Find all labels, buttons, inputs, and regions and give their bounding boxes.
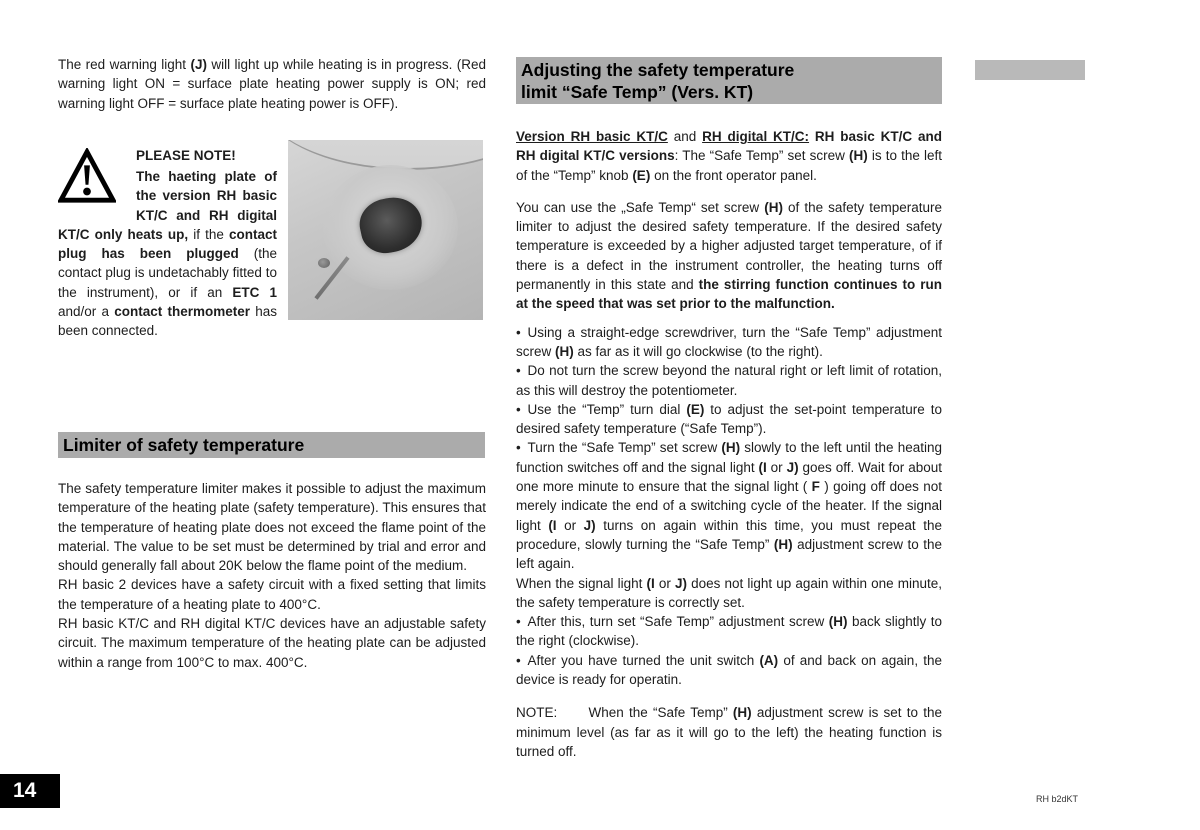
section-header-limiter (58, 432, 485, 458)
bullet-item-3: • Use the “Temp” turn dial (E) to adjust the set-point temperature to desired safety temperature (“Safe Temp”). (516, 401, 942, 437)
intro-paragraph: The red warning light (J) will light up while heating is in progress. (Red warning light ON = surface plate heating power supply is ON; red warning light OFF = surface plate heating power is OFF). (58, 57, 486, 111)
section-header-adjusting (516, 57, 942, 104)
bullet-continuation: When the signal light (I or J) does not light up again within one minute, the safety temperature is correctly set. (516, 575, 942, 610)
limiter-paragraph-3: RH basic KT/C and RH digital KT/C devices have an adjustable safety circuit. The maximum temperature of the heating plate can be adjusted within a range from 100°C to max. 400°C. (58, 616, 486, 670)
version-paragraph: Version RH basic KT/C and RH digital KT/C: RH basic KT/C and RH digital KT/C versions: The “Safe Temp” set screw (H) is to the left of the “Temp” knob (E) on the front operator panel. (516, 129, 942, 183)
photo-screw-detail (318, 258, 330, 268)
adjusting-section-body (516, 127, 942, 761)
bullet-item-4: • Turn the “Safe Temp” set screw (H) slowly to the left until the heating function switches off and the signal light (I or J) goes off. Wait for about one more minute to ensure that the signal light ( F ) going off does not merely indicate the end of a switching cycle of the heater. If the signal light (I or J) turns on again within this time, you must repeat the procedure, slowly turning the “Safe Temp” (H) adjustment screw to the left again. (516, 440, 942, 572)
note-body: The haeting plate of the version RH basic KT/C and RH digital KT/C only heats up, if the contact plug has been plugged (the contact plug is undetachably fitted to the instrument), or if an ETC 1 and/or a contact thermometer has been connected. (58, 169, 277, 339)
limiter-section-body (58, 479, 486, 672)
bullet-item-6: • After you have turned the unit switch (A) of and back on again, the device is ready for operatin. (516, 652, 942, 688)
adjusting-title-line2: limit “Safe Temp” (Vers. KT) (521, 82, 754, 102)
bullet-item-1: • Using a straight-edge screwdriver, turn the “Safe Temp” adjustment screw (H) as far as it will go clockwise (to the right). (516, 324, 942, 359)
bullet-item-2: • Do not turn the screw beyond the natural right or left limit of rotation, as this will destroy the potentiometer. (516, 363, 942, 398)
footer-code: RH b2dKT (1036, 794, 1079, 804)
page-number (0, 774, 60, 808)
note-title: PLEASE NOTE! (136, 148, 236, 163)
section-title-limiter: Limiter of safety temperature (63, 435, 305, 455)
limiter-paragraph-2: RH basic 2 devices have a safety circuit with a fixed setting that limits the temperature of a heating plate to 400°C. (58, 577, 486, 612)
usage-paragraph: You can use the „Safe Temp“ set screw (H) of the safety temperature limiter to adjust the desired safety temperature. If the desired safety temperature is exceeded by a higher adjusted target temperature, of if there is a defect in the instrument controller, the heating turns off permanently in this state and the stirring function continues to run at the speed that was set prior to the malfunction. (516, 199, 942, 312)
please-note-block (58, 146, 277, 341)
page-margin-tab (975, 60, 1085, 80)
adjusting-title-line1: Adjusting the safety temperature (521, 60, 795, 80)
knob-photo (288, 140, 483, 320)
note-paragraph: NOTE: When the “Safe Temp” (H) adjustment screw is set to the minimum level (as far as it will go to the left) the heating function is turned off. (516, 705, 943, 759)
limiter-paragraph-1: The safety temperature limiter makes it possible to adjust the maximum temperature of the heating plate (safety temperature). This ensures that the temperature of heating plate does not exceed the flame point of the material. The value to be set must be determined by trial and error and should generally fall about 20K below the flame point of the medium. (58, 481, 486, 574)
bullet-item-5: • After this, turn set “Safe Temp” adjustment screw (H) back slightly to the right (clockwise). (516, 614, 943, 649)
page-number-text: 14 (13, 779, 37, 802)
warning-triangle-icon (58, 148, 116, 206)
